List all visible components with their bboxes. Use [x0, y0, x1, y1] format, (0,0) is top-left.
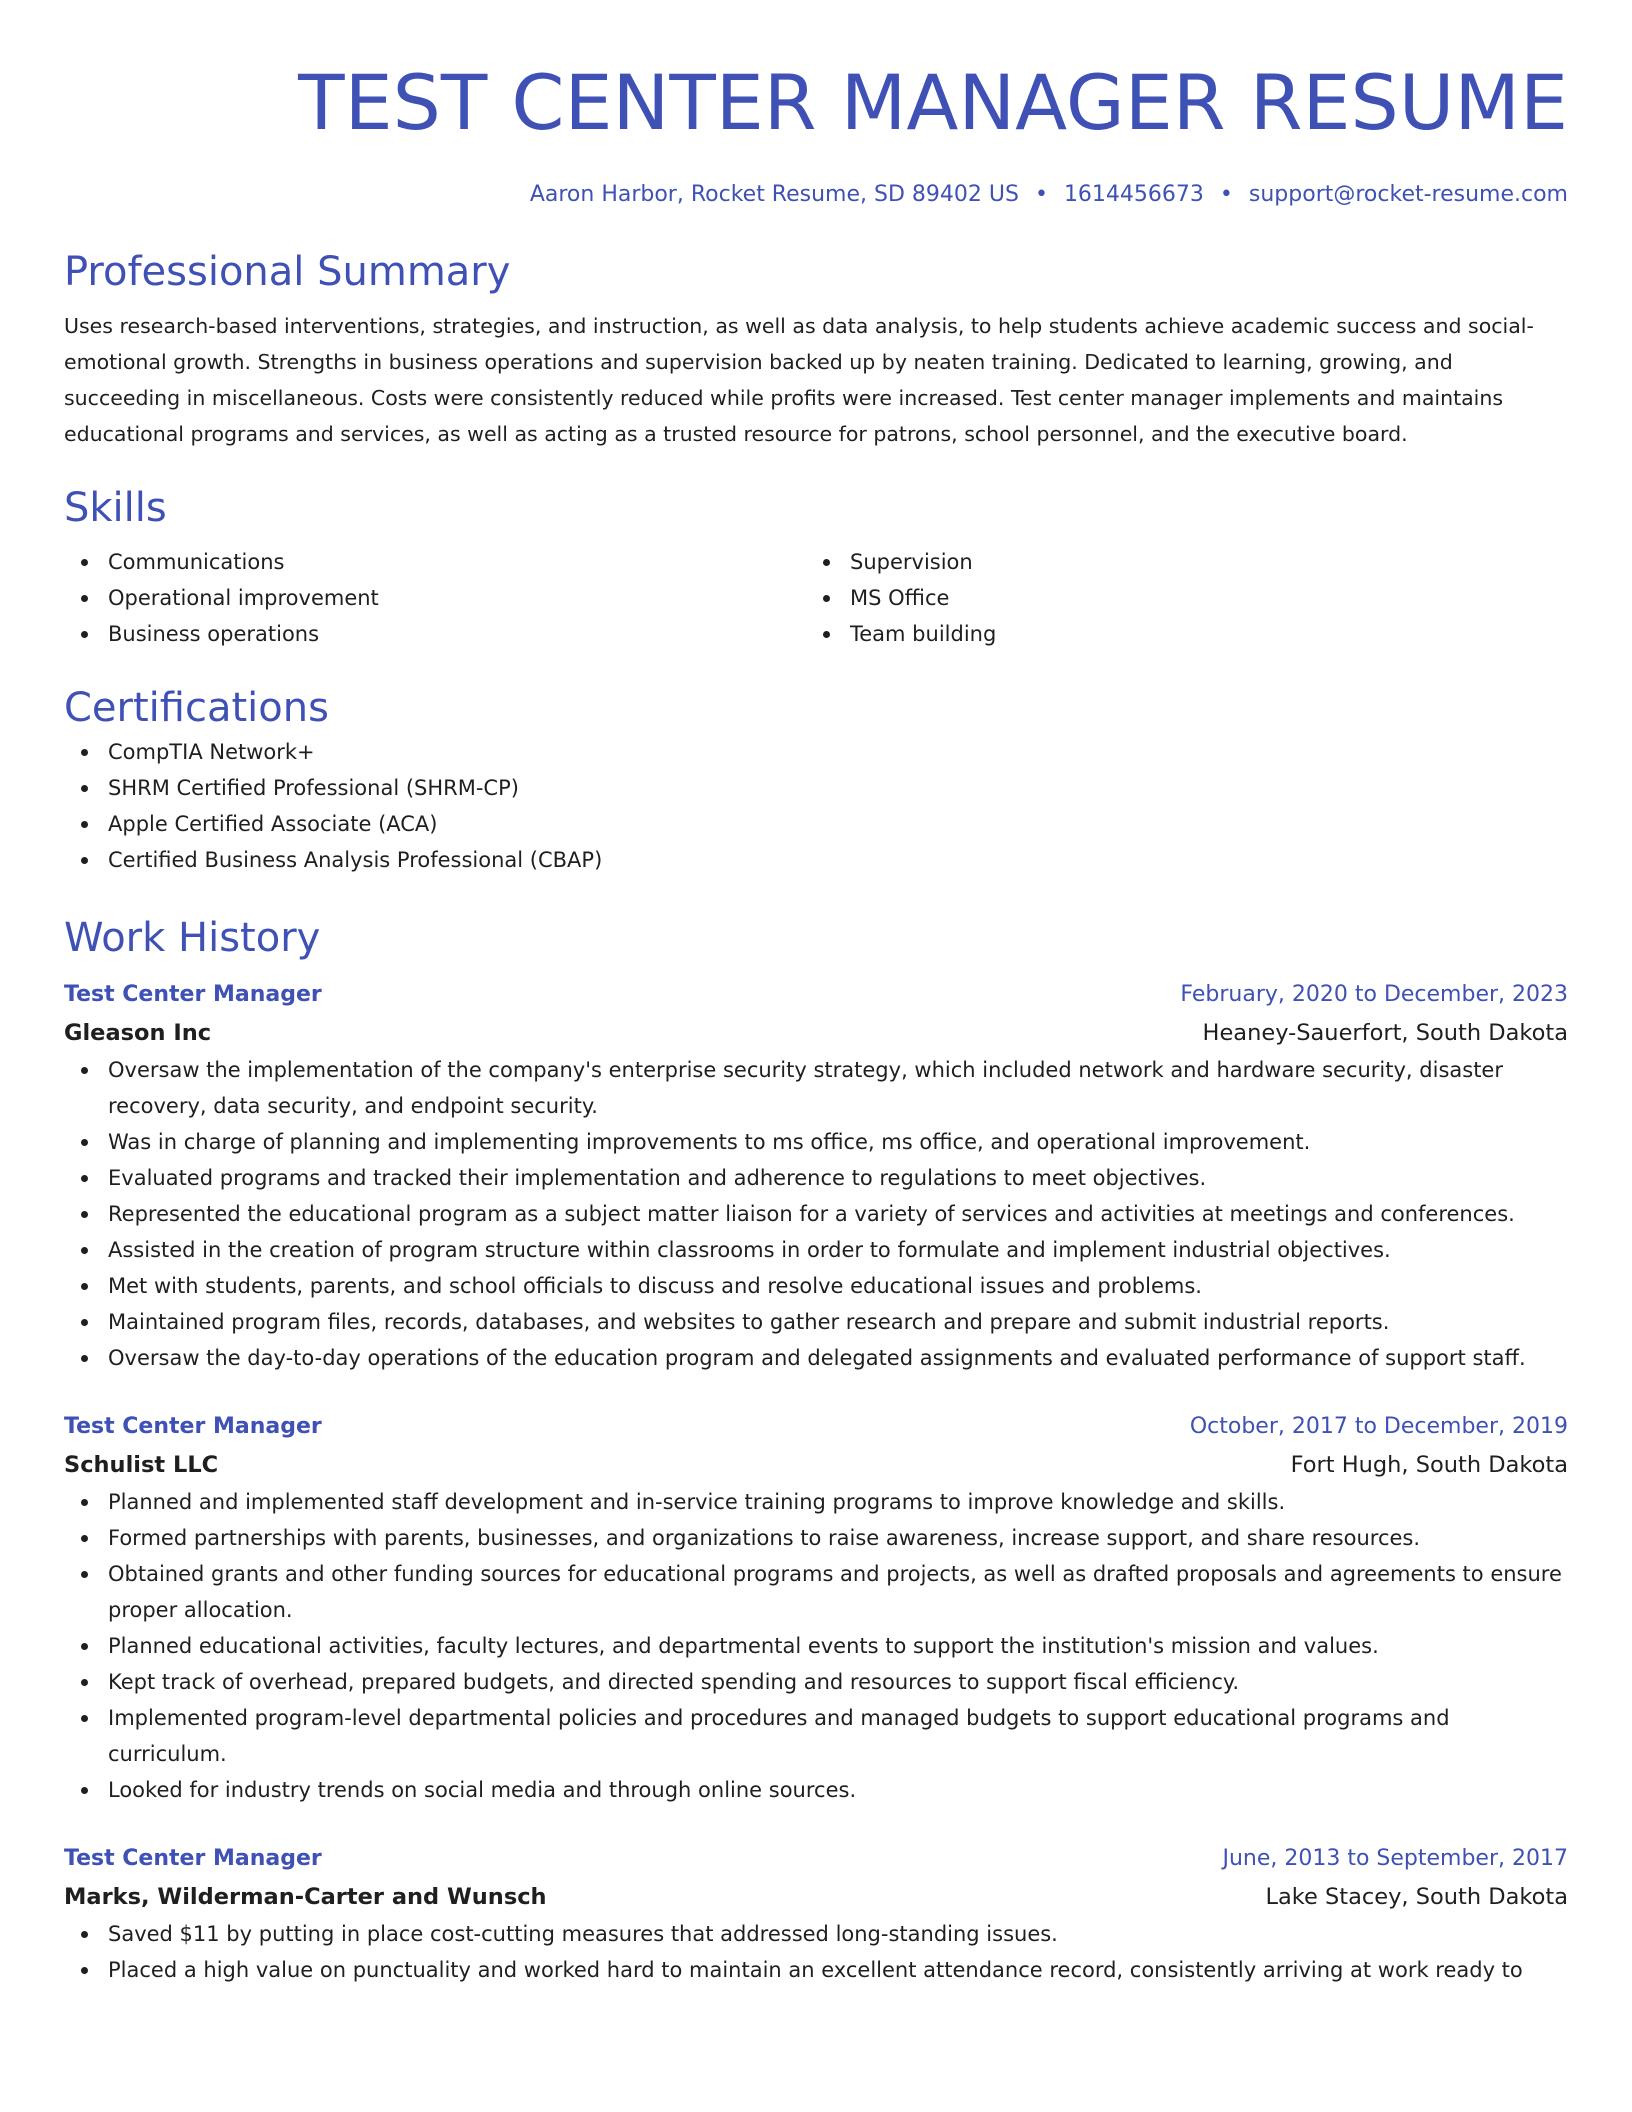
skills-list-left — [64, 544, 806, 652]
certifications-list — [64, 734, 1568, 878]
job-bullet: Evaluated programs and tracked their implementation and adherence to regulations to meet objectives. — [64, 1160, 1568, 1196]
contact-line — [64, 180, 1568, 210]
job-entry — [64, 976, 1568, 1376]
job-company: Marks, Wilderman-Carter and Wunsch — [64, 1884, 547, 1910]
job-header-row — [64, 976, 1568, 1014]
job-bullet: Assisted in the creation of program structure within classrooms in order to formulate and implement industrial objectives. — [64, 1232, 1568, 1268]
job-location: Fort Hugh, South Dakota — [1290, 1452, 1568, 1478]
summary-text: Uses research-based interventions, strategies, and instruction, as well as data analysis, to help students achieve academic success and social-emotional growth. Strengths in business operations and supervision backed up by neaten training. Dedicated to learning, growing, and succeeding in miscellaneous. Costs were consistently reduced while profits were increased. Test center manager implements and maintains educational programs and services, as well as acting as a trusted resource for patrons, school personnel, and the executive board. — [64, 314, 1534, 446]
skill-item: Operational improvement — [64, 580, 806, 616]
job-bullet: Implemented program-level departmental policies and procedures and managed budgets to support educational programs and curriculum. — [64, 1700, 1568, 1772]
job-dates: June, 2013 to September, 2017 — [1222, 1846, 1568, 1871]
job-bullets — [64, 1484, 1568, 1808]
job-bullets — [64, 1916, 1568, 1988]
contact-address: Aaron Harbor, Rocket Resume, SD 89402 US — [529, 182, 1019, 207]
job-header-row — [64, 1408, 1568, 1446]
skill-item: MS Office — [806, 580, 1548, 616]
skills-section — [64, 482, 1568, 652]
job-dates: February, 2020 to December, 2023 — [1180, 982, 1568, 1007]
job-employer-row — [64, 1878, 1568, 1916]
job-company: Schulist LLC — [64, 1452, 219, 1478]
work-history-section — [64, 912, 1568, 1988]
job-employer-row — [64, 1446, 1568, 1484]
job-bullet: Was in charge of planning and implementing improvements to ms office, ms office, and operational improvement. — [64, 1124, 1568, 1160]
job-location: Heaney-Sauerfort, South Dakota — [1202, 1020, 1568, 1046]
contact-phone: 1614456673 — [1063, 182, 1204, 207]
job-bullet: Met with students, parents, and school officials to discuss and resolve educational issues and problems. — [64, 1268, 1568, 1304]
skills-column-left — [64, 544, 806, 652]
job-bullet: Obtained grants and other funding sources for educational programs and projects, as well as drafted proposals and agreements to ensure proper allocation. — [64, 1556, 1568, 1628]
work-history-heading: Work History — [64, 915, 321, 961]
job-title: Test Center Manager — [64, 1846, 322, 1871]
skills-column-right — [806, 544, 1548, 652]
resume-title: TEST CENTER MANAGER RESUME — [298, 58, 1568, 147]
certification-item: SHRM Certified Professional (SHRM-CP) — [64, 770, 1568, 806]
skills-list-right — [806, 544, 1548, 652]
certifications-heading: Certifications — [64, 685, 329, 731]
job-location: Lake Stacey, South Dakota — [1265, 1884, 1568, 1910]
job-bullet: Kept track of overhead, prepared budgets, and directed spending and resources to support fiscal efficiency. — [64, 1664, 1568, 1700]
job-bullet: Looked for industry trends on social media and through online sources. — [64, 1772, 1568, 1808]
job-bullet: Planned educational activities, faculty lectures, and departmental events to support the institution's mission and values. — [64, 1628, 1568, 1664]
job-bullet: Planned and implemented staff development and in-service training programs to improve knowledge and skills. — [64, 1484, 1568, 1520]
certifications-section — [64, 682, 1568, 878]
summary-heading: Professional Summary — [64, 249, 511, 295]
summary-section — [64, 246, 1568, 452]
job-bullet: Saved $11 by putting in place cost-cutting measures that addressed long-standing issues. — [64, 1916, 1568, 1952]
job-entry — [64, 1840, 1568, 1988]
job-bullet: Formed partnerships with parents, businesses, and organizations to raise awareness, increase support, and share resources. — [64, 1520, 1568, 1556]
job-bullet: Represented the educational program as a subject matter liaison for a variety of services and activities at meetings and conferences. — [64, 1196, 1568, 1232]
job-bullet: Placed a high value on punctuality and worked hard to maintain an excellent attendance record, consistently arriving at work ready to — [64, 1952, 1568, 1988]
job-entry — [64, 1408, 1568, 1808]
job-employer-row — [64, 1014, 1568, 1052]
job-header-row — [64, 1840, 1568, 1878]
job-bullet: Oversaw the implementation of the company's enterprise security strategy, which included network and hardware security, disaster recovery, data security, and endpoint security. — [64, 1052, 1568, 1124]
skills-heading: Skills — [64, 485, 167, 531]
job-title: Test Center Manager — [64, 1414, 322, 1439]
contact-email: support@rocket-resume.com — [1248, 182, 1568, 207]
job-bullet: Maintained program files, records, databases, and websites to gather research and prepare and submit industrial reports. — [64, 1304, 1568, 1340]
job-bullet: Oversaw the day-to-day operations of the education program and delegated assignments and evaluated performance of support staff. — [64, 1340, 1568, 1376]
certification-item: Apple Certified Associate (ACA) — [64, 806, 1568, 842]
certification-item: Certified Business Analysis Professional (CBAP) — [64, 842, 1568, 878]
contact-separator: • — [1219, 182, 1233, 207]
job-dates: October, 2017 to December, 2019 — [1189, 1414, 1568, 1439]
job-bullets — [64, 1052, 1568, 1376]
skills-grid — [64, 544, 1568, 652]
skill-item: Communications — [64, 544, 806, 580]
skill-item: Business operations — [64, 616, 806, 652]
certification-item: CompTIA Network+ — [64, 734, 1568, 770]
job-title: Test Center Manager — [64, 982, 322, 1007]
job-company: Gleason Inc — [64, 1020, 212, 1046]
skill-item: Team building — [806, 616, 1548, 652]
contact-separator: • — [1034, 182, 1048, 207]
skill-item: Supervision — [806, 544, 1548, 580]
